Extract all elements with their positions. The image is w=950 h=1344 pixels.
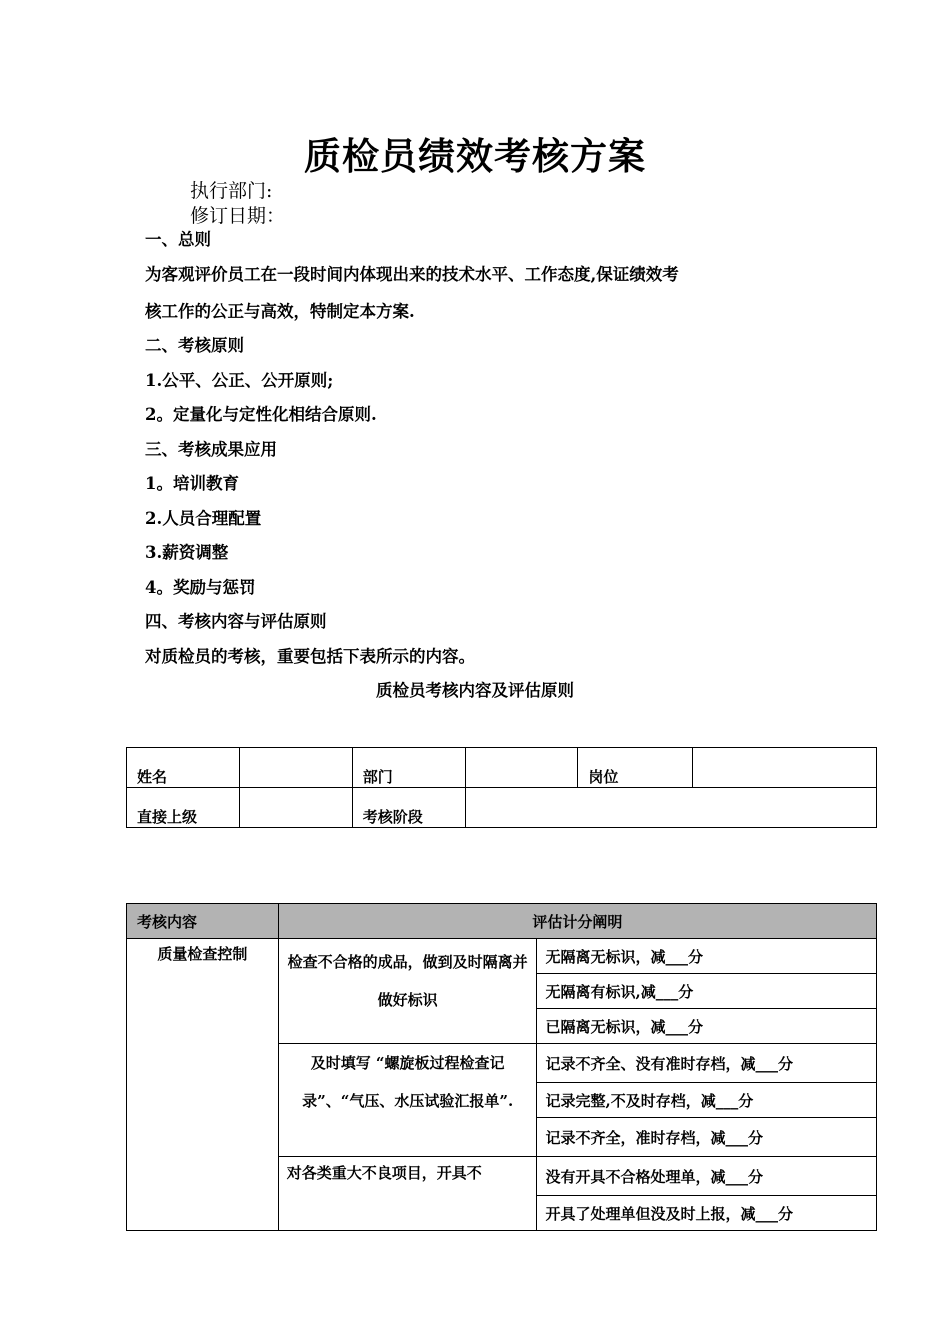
header-rules: 评估计分阐明 <box>278 904 876 939</box>
header-content: 考核内容 <box>127 904 279 939</box>
name-label: 姓名 <box>127 748 240 788</box>
department-value-cell[interactable] <box>465 748 578 788</box>
assessment-item: 对各类重大不良项目，开具不 <box>278 1157 537 1231</box>
list-item: 2。定量化与定性化相结合原则. <box>145 405 377 424</box>
scoring-rule: 记录不齐全、没有准时存档，减___分 <box>537 1044 877 1083</box>
section-heading: 四、考核内容与评估原则 <box>145 612 327 631</box>
execution-department: 执行部门: <box>190 180 273 202</box>
period-label: 考核阶段 <box>352 788 465 828</box>
list-item: 2.人员合理配置 <box>145 509 262 528</box>
scoring-rule: 无隔离无标识，减___分 <box>537 939 877 974</box>
scoring-rule: 无隔离有标识,减___分 <box>537 974 877 1009</box>
scoring-rule: 记录不齐全，准时存档，减___分 <box>537 1118 877 1157</box>
scoring-rule: 没有开具不合格处理单，减___分 <box>537 1157 877 1196</box>
assessment-item: 及时填写 “螺旋板过程检查记录”、“气压、水压试验汇报单”. <box>278 1044 537 1157</box>
document-title: 质检员绩效考核方案 <box>304 134 646 178</box>
assessment-table <box>126 903 877 1231</box>
post-label: 岗位 <box>578 748 693 788</box>
department-label: 部门 <box>352 748 465 788</box>
name-value-cell[interactable] <box>239 748 352 788</box>
superior-value-cell[interactable] <box>239 788 352 828</box>
list-item: 1。培训教育 <box>145 474 239 493</box>
employee-info-table <box>126 747 877 828</box>
section-heading: 一、总则 <box>145 230 211 249</box>
section-heading: 三、考核成果应用 <box>145 440 277 459</box>
period-value-cell[interactable] <box>465 788 876 828</box>
paragraph-line: 对质检员的考核，重要包括下表所示的内容。 <box>145 647 475 666</box>
paragraph-line: 为客观评价员工在一段时间内体现出来的技术水平、工作态度,保证绩效考 <box>145 265 679 284</box>
post-value-cell[interactable] <box>693 748 877 788</box>
superior-label: 直接上级 <box>127 788 240 828</box>
revision-date: 修订日期： <box>190 205 286 227</box>
category-quality-control: 质量检查控制 <box>127 939 279 1231</box>
list-item: 1.公平、公正、公开原则; <box>145 371 334 390</box>
paragraph-line: 核工作的公正与高效，特制定本方案. <box>145 302 415 321</box>
scoring-rule: 开具了处理单但没及时上报，减___分 <box>537 1196 877 1231</box>
scoring-rule: 记录完整,不及时存档，减___分 <box>537 1083 877 1118</box>
section-heading: 二、考核原则 <box>145 336 244 355</box>
list-item: 3.薪资调整 <box>145 543 229 562</box>
assessment-item: 检查不合格的成品，做到及时隔离并做好标识 <box>278 939 537 1044</box>
table-caption: 质检员考核内容及评估原则 <box>376 681 574 700</box>
list-item: 4。奖励与惩罚 <box>145 578 256 597</box>
scoring-rule: 已隔离无标识，减___分 <box>537 1009 877 1044</box>
